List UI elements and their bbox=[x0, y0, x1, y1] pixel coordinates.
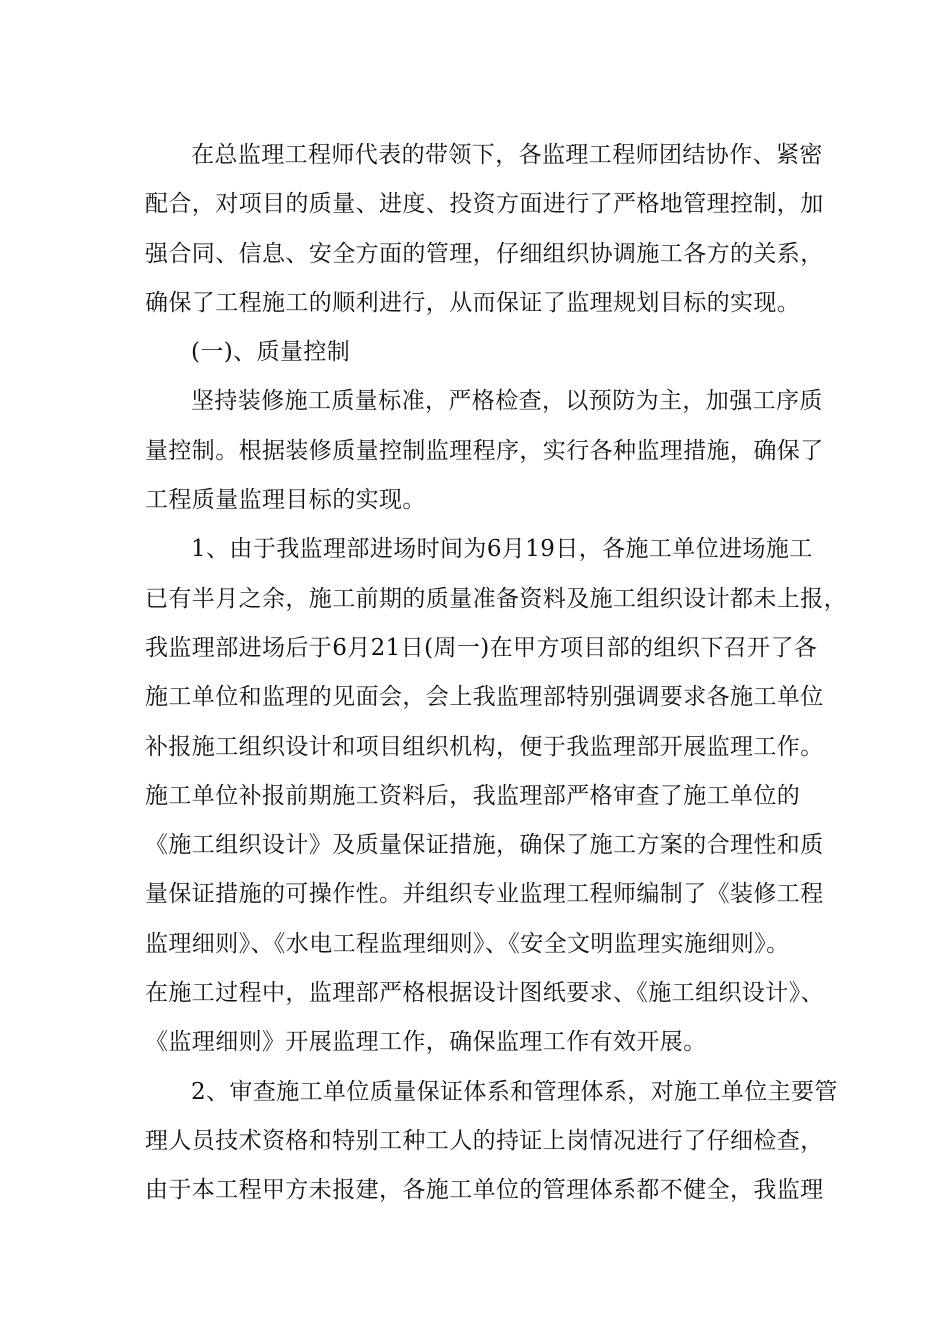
paragraph-3-line-8: 量保证措施的可操作性。并组织专业监理工程师编制了《装修工程 bbox=[145, 881, 824, 908]
paragraph-3-line-3: 我监理部进场后于6月21日(周一)在甲方项目部的组织下召开了各 bbox=[145, 634, 818, 661]
paragraph-3-line-2: 已有半月之余，施工前期的质量准备资料及施工组织设计都未上报， bbox=[145, 585, 847, 612]
paragraph-3-line-1: 1、由于我监理部进场时间为6月19日，各施工单位进场施工 bbox=[191, 536, 813, 563]
paragraph-1-line-2: 配合，对项目的质量、进度、投资方面进行了严格地管理控制，加 bbox=[145, 191, 824, 218]
paragraph-1-line-4: 确保了工程施工的顺利进行，从而保证了监理规划目标的实现。 bbox=[145, 289, 801, 316]
paragraph-2-line-1: 坚持装修施工质量标准，严格检查，以预防为主，加强工序质 bbox=[191, 388, 823, 415]
section-heading-quality-control: (一)、质量控制 bbox=[191, 339, 351, 366]
paragraph-2-line-3: 工程质量监理目标的实现。 bbox=[145, 487, 426, 514]
paragraph-1-line-3: 强合同、信息、安全方面的管理，仔细组织协调施工各方的关系， bbox=[145, 240, 824, 267]
paragraph-1-line-1: 在总监理工程师代表的带领下，各监理工程师团结协作、紧密 bbox=[191, 142, 823, 168]
paragraph-3-line-7: 《施工组织设计》及质量保证措施，确保了施工方案的合理性和质 bbox=[145, 832, 824, 859]
paragraph-2-line-2: 量控制。根据装修质量控制监理程序，实行各种监理措施，确保了 bbox=[145, 437, 824, 464]
paragraph-4-line-1: 2、审查施工单位质量保证体系和管理体系，对施工单位主要管 bbox=[191, 1078, 838, 1105]
paragraph-4-line-3: 由于本工程甲方未报建，各施工单位的管理体系都不健全，我监理 bbox=[145, 1177, 824, 1204]
paragraph-3-line-10: 在施工过程中，监理部严格根据设计图纸要求、《施工组织设计》、 bbox=[145, 980, 824, 1007]
paragraph-3-line-11: 《监理细则》开展监理工作，确保监理工作有效开展。 bbox=[145, 1029, 707, 1056]
paragraph-3-line-9: 监理细则》、《水电工程监理细则》、《安全文明监理实施细则》。 bbox=[145, 930, 790, 957]
document-body bbox=[145, 131, 847, 1216]
paragraph-3-line-4: 施工单位和监理的见面会，会上我监理部特别强调要求各施工单位 bbox=[145, 684, 824, 711]
paragraph-4-line-2: 理人员技术资格和特别工种工人的持证上岗情况进行了仔细检查， bbox=[145, 1127, 824, 1154]
paragraph-3-line-6: 施工单位补报前期施工资料后，我监理部严格审查了施工单位的 bbox=[145, 782, 801, 809]
paragraph-3-line-5: 补报施工组织设计和项目组织机构，便于我监理部开展监理工作。 bbox=[145, 733, 824, 760]
